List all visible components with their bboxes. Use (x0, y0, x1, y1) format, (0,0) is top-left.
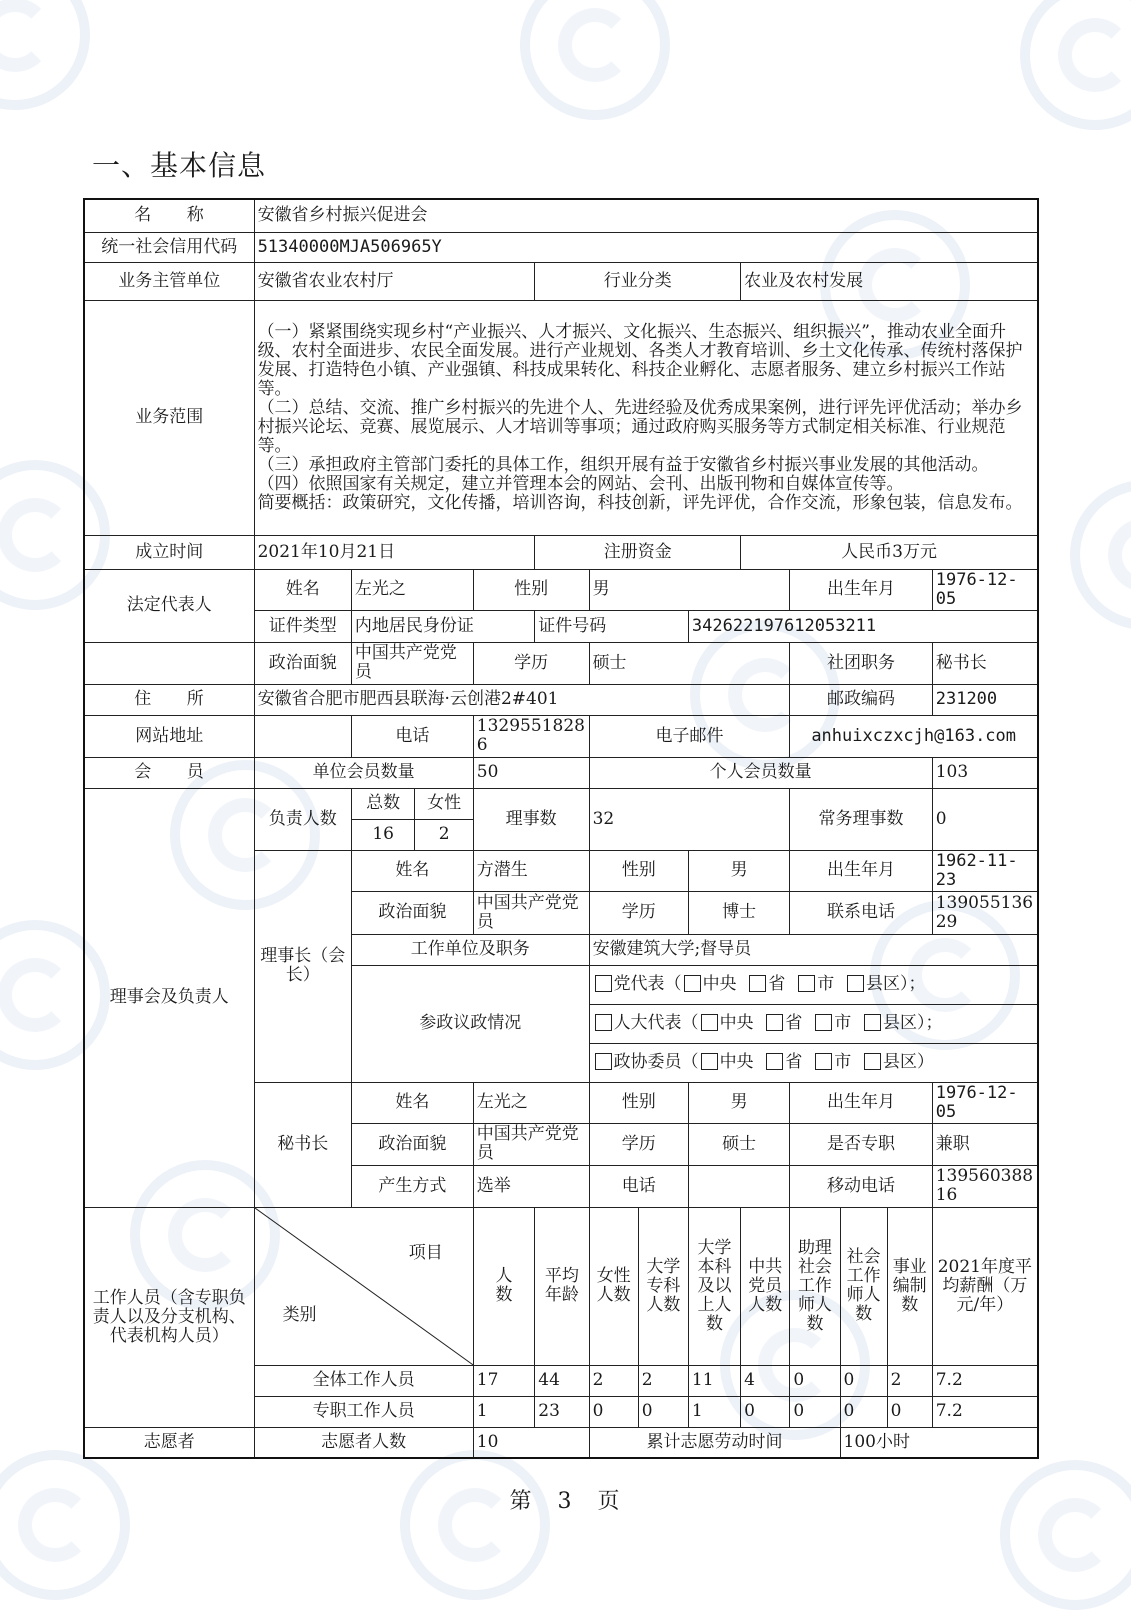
org-name: 安徽省乡村振兴促进会 (254, 199, 1038, 232)
staff-cell: 1 (473, 1396, 534, 1427)
scope-paragraph: （二）总结、交流、推广乡村振兴的先进个人、先进经验及优秀成果案例，进行评先评优活动；举办乡村振兴论坛、竞赛、展览展示、人才培训等事项；通过政府购买服务等方式制定相关标准、行业规范等。 (257, 397, 1023, 456)
label-item: 项目 (408, 1242, 443, 1263)
label-id-no: 证件号码 (535, 610, 689, 642)
label-postcode: 邮政编码 (790, 684, 932, 715)
watermark-seal-icon (1000, 1460, 1131, 1610)
staff-cell: 0 (790, 1396, 840, 1427)
label-selection: 产生方式 (351, 1165, 473, 1207)
row-founded (84, 535, 1038, 569)
staff-cell: 4 (741, 1365, 790, 1396)
label-scope: 业务范围 (84, 300, 254, 535)
volunteer-hours-value: 100小时 (840, 1427, 1038, 1458)
label-id-type: 证件类型 (254, 610, 351, 642)
leaders-total-value: 16 (351, 819, 415, 850)
label-council: 理事会及负责人 (84, 788, 254, 1207)
email-value: anhuixczxcjh@163.com (790, 715, 1038, 757)
unit-members-value: 50 (473, 757, 589, 788)
staff-cell: 0 (840, 1365, 887, 1396)
row-members (84, 757, 1038, 788)
scope-paragraph: （一）紧紧围绕实现乡村“产业振兴、人才振兴、文化振兴、生态振兴、组织振兴”，推动农业全面升级、农村全面进步、农民全面发展。进行产业规划、各类人才教育培训、乡土文化传承、传统村落保护发展、打造特色小镇、产业强镇、科技成果转化、科技企业孵化、志愿者服务、建立乡村振兴工作站等。 (257, 321, 1023, 399)
label-supervisor: 业务主管单位 (84, 262, 254, 300)
checkbox[interactable] (595, 1053, 612, 1070)
staff-cell: 2 (638, 1365, 688, 1396)
row-supervisor (84, 262, 1038, 300)
label-society-post: 社团职务 (790, 642, 932, 684)
secretary-name-value: 左光之 (473, 1082, 589, 1123)
label-secretary-phone: 电话 (589, 1165, 688, 1207)
staff-cell: 7.2 (932, 1396, 1038, 1427)
scope-value (254, 300, 1038, 535)
checkbox[interactable] (749, 975, 766, 992)
label-rep-name: 姓名 (254, 569, 351, 610)
label-leaders: 负责人数 (254, 788, 351, 850)
secretary-political-value: 中国共产党党员 (473, 1123, 589, 1165)
staff-cell: 17 (473, 1365, 534, 1396)
checkbox[interactable] (798, 975, 815, 992)
label-credit-code: 统一社会信用代码 (84, 232, 254, 262)
label-address: 住 所 (84, 684, 254, 715)
checkbox[interactable] (815, 1014, 832, 1031)
page-number: 第 3 页 (509, 1489, 622, 1514)
mobile-value: 13956038816 (932, 1165, 1038, 1207)
label-participation: 参政议政情况 (351, 965, 589, 1082)
label-industry: 行业分类 (535, 262, 741, 300)
label-leaders-total: 总数 (351, 788, 415, 819)
staff-cell: 0 (790, 1365, 840, 1396)
postcode-value: 231200 (932, 684, 1038, 715)
label-leaders-female: 女性 (415, 788, 473, 819)
checkbox[interactable] (684, 975, 701, 992)
label-email: 电子邮件 (589, 715, 790, 757)
chairman-political-value: 中国共产党党员 (473, 891, 589, 934)
label-mobile: 移动电话 (790, 1165, 932, 1207)
row-credit-code (84, 232, 1038, 262)
label-website: 网站地址 (84, 715, 254, 757)
standing-value: 0 (932, 788, 1038, 850)
chairman-phone-value: 13905513629 (932, 891, 1038, 934)
label-chairman-gender: 性别 (589, 850, 688, 891)
label-volunteer: 志愿者 (84, 1427, 254, 1458)
staff-cell: 11 (688, 1365, 740, 1396)
watermark-seal-icon (1020, 0, 1131, 130)
supervisor-value: 安徽省农业农村厅 (254, 262, 535, 300)
watermark-seal-icon (400, 1450, 550, 1600)
label-volunteer-count: 志愿者人数 (254, 1427, 473, 1458)
row-address (84, 684, 1038, 715)
label-work-unit: 工作单位及职务 (351, 934, 589, 965)
participation-row-party: 党代表（ 中央 省 市 县区）； (589, 965, 1038, 1004)
staff-row-label: 专职工作人员 (254, 1396, 473, 1427)
checkbox[interactable] (595, 1014, 612, 1031)
participation-row-npc: 人大代表（ 中央 省 市 县区）； (589, 1004, 1038, 1043)
staff-header: 社会工作师人数 (840, 1207, 887, 1365)
label-political: 政治面貌 (254, 642, 351, 684)
staff-cell: 2 (887, 1365, 932, 1396)
chairman-education-value: 博士 (688, 891, 789, 934)
industry-value: 农业及农村发展 (741, 262, 1038, 300)
staff-header: 2021年度平均薪酬（万元/年） (932, 1207, 1038, 1365)
checkbox[interactable] (701, 1014, 718, 1031)
id-no-value: 342622197612053211 (688, 610, 1038, 642)
personal-members-value: 103 (932, 757, 1038, 788)
label-unit-members: 单位会员数量 (254, 757, 473, 788)
label-chairman-birth: 出生年月 (790, 850, 932, 891)
label-chairman-phone: 联系电话 (790, 891, 932, 934)
watermark-seal-icon (0, 1450, 130, 1600)
watermark-seal-icon (520, 0, 670, 120)
founded-value: 2021年10月21日 (254, 535, 535, 569)
row-volunteer (84, 1427, 1038, 1458)
row-scope (84, 300, 1038, 535)
row-legal-rep-3 (84, 642, 1038, 684)
label-secretary-gender: 性别 (589, 1082, 688, 1123)
staff-cell: 0 (638, 1396, 688, 1427)
fulltime-value: 兼职 (932, 1123, 1038, 1165)
watermark-seal-icon (0, 0, 90, 110)
website-value (254, 715, 351, 757)
row-name (84, 199, 1038, 232)
checkbox[interactable] (701, 1053, 718, 1070)
label-chairman-name: 姓名 (351, 850, 473, 891)
staff-header: 大学本科及以上人数 (688, 1207, 740, 1365)
staff-cell: 0 (589, 1396, 638, 1427)
staff-header: 人数 (473, 1207, 534, 1365)
row-staff-header (84, 1207, 1038, 1365)
label-staff: 工作人员（含专职负责人以及分支机构、代表机构人员） (84, 1207, 254, 1427)
rep-gender-value: 男 (589, 569, 790, 610)
credit-code-value: 51340000MJA506965Y (254, 232, 1038, 262)
label-fulltime: 是否专职 (790, 1123, 932, 1165)
checkbox[interactable] (766, 1053, 783, 1070)
phone-value: 13295518286 (473, 715, 589, 757)
political-value: 中国共产党党员 (351, 642, 473, 684)
label-legal-rep: 法定代表人 (84, 569, 254, 642)
staff-row-label: 全体工作人员 (254, 1365, 473, 1396)
label-chairman-political: 政治面貌 (351, 891, 473, 934)
rep-name-value: 左光之 (351, 569, 473, 610)
staff-header: 大学专科人数 (638, 1207, 688, 1365)
label-rep-gender: 性别 (473, 569, 589, 610)
label-category: 类别 (282, 1304, 317, 1325)
scope-paragraph: （三）承担政府主管部门委托的具体工作，组织开展有益于安徽省乡村振兴事业发展的其他活动。 (257, 454, 989, 475)
checkbox[interactable] (595, 975, 612, 992)
leaders-female-value: 2 (415, 819, 473, 850)
staff-header: 中共党员人数 (741, 1207, 790, 1365)
staff-cell: 0 (741, 1396, 790, 1427)
basic-info-form (83, 198, 1039, 1459)
scope-paragraph: 简要概括：政策研究，文化传播，培训咨询，科技创新，评先评优，合作交流，形象包装，信息发布。 (257, 492, 1023, 513)
capital-value: 人民币3万元 (741, 535, 1038, 569)
staff-diagonal-header (254, 1207, 473, 1365)
secretary-birth-value: 1976-12-05 (932, 1082, 1038, 1123)
section-title: 一、基本信息 (92, 149, 267, 182)
staff-cell: 44 (535, 1365, 589, 1396)
row-legal-rep-1 (84, 569, 1038, 610)
label-chairman-education: 学历 (589, 891, 688, 934)
label-rep-birth: 出生年月 (790, 569, 932, 610)
checkbox[interactable] (847, 975, 864, 992)
staff-cell: 1 (688, 1396, 740, 1427)
checkbox[interactable] (864, 1053, 881, 1070)
staff-header: 平均年龄 (535, 1207, 589, 1365)
label-members: 会 员 (84, 757, 254, 788)
label-secretary-political: 政治面貌 (351, 1123, 473, 1165)
participation-row-cppcc: 政协委员（ 中央 省 市 县区） (589, 1043, 1038, 1082)
label-directors: 理事数 (473, 788, 589, 850)
staff-cell: 0 (840, 1396, 887, 1427)
chairman-gender-value: 男 (688, 850, 789, 891)
secretary-phone-value (688, 1165, 789, 1207)
label-phone: 电话 (351, 715, 473, 757)
watermark-seal-icon (1070, 480, 1131, 630)
checkbox[interactable] (766, 1014, 783, 1031)
blank-cell (84, 642, 254, 684)
chairman-name-value: 方潜生 (473, 850, 589, 891)
label-secretary-birth: 出生年月 (790, 1082, 932, 1123)
staff-header: 女性人数 (589, 1207, 638, 1365)
label-secretary-name: 姓名 (351, 1082, 473, 1123)
label-name: 名 称 (84, 199, 254, 232)
row-website (84, 715, 1038, 757)
label-chairman: 理事长（会长） (254, 850, 351, 1082)
education-value: 硕士 (589, 642, 790, 684)
checkbox[interactable] (864, 1014, 881, 1031)
staff-cell: 7.2 (932, 1365, 1038, 1396)
staff-cell: 0 (887, 1396, 932, 1427)
secretary-education-value: 硕士 (688, 1123, 789, 1165)
label-education: 学历 (473, 642, 589, 684)
volunteer-count-value: 10 (473, 1427, 589, 1458)
rep-birth-value: 1976-12-05 (932, 569, 1038, 610)
checkbox[interactable] (815, 1053, 832, 1070)
label-secretary: 秘书长 (254, 1082, 351, 1207)
staff-header: 事业编制数 (887, 1207, 932, 1365)
row-leaders-1 (84, 788, 1038, 819)
address-value: 安徽省合肥市肥西县联海·云创港2#401 (254, 684, 790, 715)
diagonal-line (255, 1208, 473, 1365)
work-unit-value: 安徽建筑大学;督导员 (589, 934, 1038, 965)
label-founded: 成立时间 (84, 535, 254, 569)
id-type-value: 内地居民身份证 (351, 610, 534, 642)
scope-paragraph: （四）依照国家有关规定，建立并管理本会的网站、会刊、出版刊物和自媒体宣传等。 (257, 473, 904, 494)
label-personal-members: 个人会员数量 (589, 757, 932, 788)
secretary-gender-value: 男 (688, 1082, 789, 1123)
label-volunteer-hours: 累计志愿劳动时间 (589, 1427, 840, 1458)
staff-cell: 23 (535, 1396, 589, 1427)
label-standing: 常务理事数 (790, 788, 932, 850)
label-secretary-education: 学历 (589, 1123, 688, 1165)
staff-cell: 2 (589, 1365, 638, 1396)
directors-value: 32 (589, 788, 790, 850)
selection-value: 选举 (473, 1165, 589, 1207)
society-post-value: 秘书长 (932, 642, 1038, 684)
staff-header: 助理社会工作师人数 (790, 1207, 840, 1365)
chairman-birth-value: 1962-11-23 (932, 850, 1038, 891)
label-capital: 注册资金 (535, 535, 741, 569)
